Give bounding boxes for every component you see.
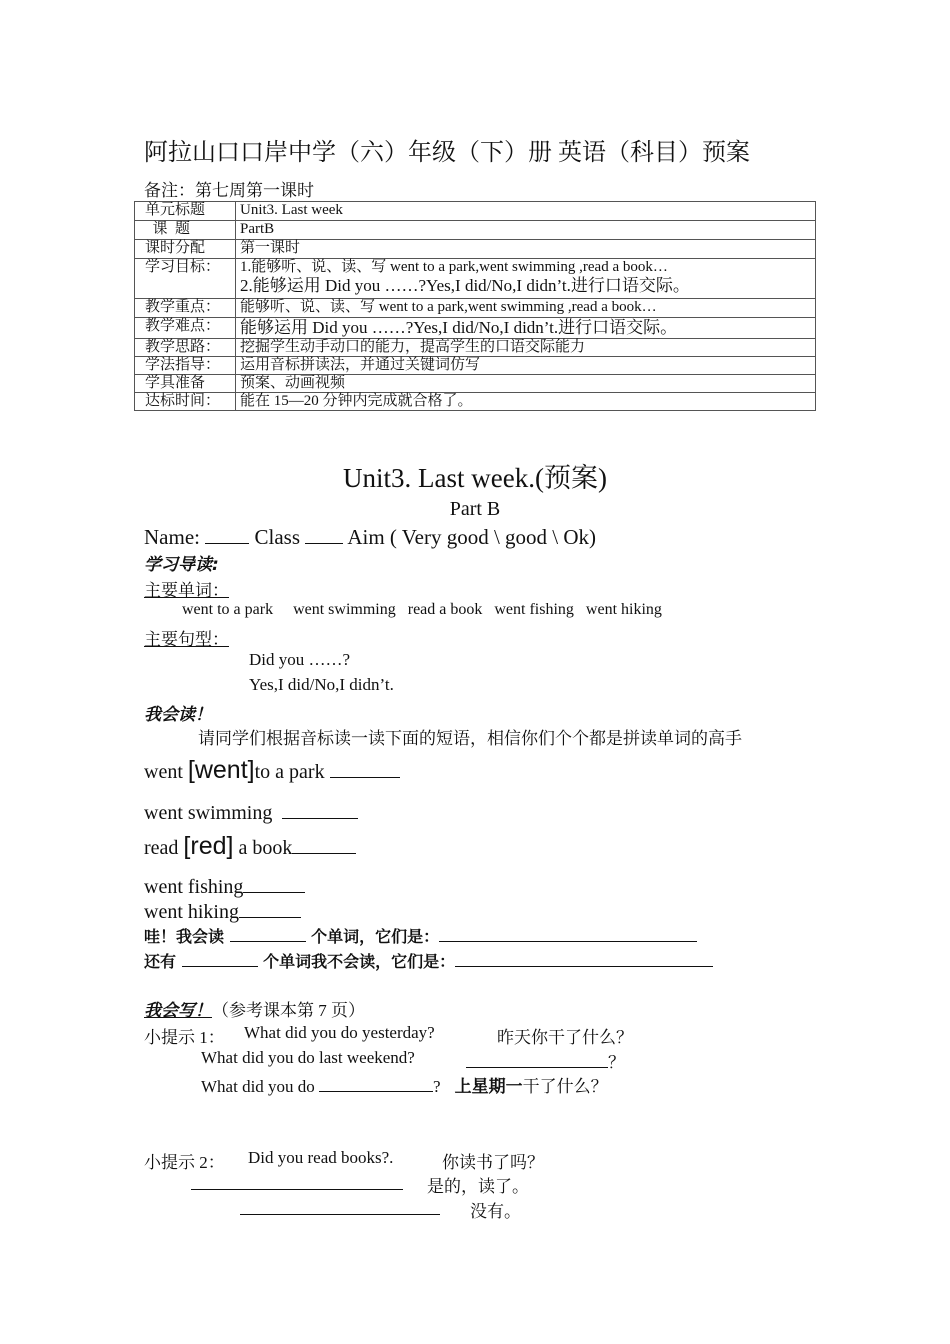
key-words: went to a park went swimming read a book went fishing went hiking	[182, 601, 662, 618]
row-value: Unit3. Last week	[236, 202, 816, 221]
class-label: Class	[249, 525, 306, 549]
hint1-label: 小提示 1：	[144, 1028, 225, 1047]
hint1-question-3	[201, 1072, 608, 1097]
sentence-answer: Yes,I did/No,I didn’t.	[249, 675, 394, 694]
worksheet-title: Unit3. Last week.(预案)	[343, 463, 607, 493]
row-value: PartB	[236, 221, 816, 240]
table-row	[135, 221, 816, 240]
read-instruction: 请同学们根据音标读一读下面的短语，相信你们个个都是拼读单词的高手	[198, 729, 742, 748]
row-label: 教学难点：	[135, 318, 236, 339]
difficulty-text: 能够运用 Did you ……?Yes,I did/No,I didn’t.进行口语交际。	[240, 318, 678, 337]
row-label: 学习目标：	[135, 259, 236, 299]
phonetic-red: [red]	[183, 832, 234, 860]
goal-line-1: 1.能够听、说、读、写 went to a park,went swimming ,read a book…	[240, 259, 668, 275]
table-row	[135, 299, 816, 318]
table-row	[135, 375, 816, 393]
translation-text: 干了什么？	[522, 1077, 608, 1096]
read-heading: 我会读！	[144, 705, 212, 725]
hint1-answer-2	[466, 1048, 625, 1073]
answer-blank[interactable]	[243, 872, 305, 893]
count-blank[interactable]	[182, 950, 258, 967]
table-row	[135, 393, 816, 411]
write-reference: （参考课本第 7 页）	[212, 1001, 365, 1020]
answer-blank[interactable]	[292, 833, 356, 854]
phrase-text: went	[144, 761, 188, 783]
hint1-question-2: What did you do last weekend?	[201, 1048, 415, 1067]
sentences-heading: 主要句型：	[144, 630, 229, 649]
table-row	[135, 357, 816, 375]
answer-blank[interactable]	[282, 798, 358, 819]
phrase-read-a-book	[144, 832, 356, 861]
page-title: 阿拉山口口岸中学（六）年级（下）册 英语（科目）预案	[144, 140, 750, 166]
class-blank[interactable]	[305, 522, 343, 544]
summary-can-read	[144, 924, 697, 947]
answer-blank[interactable]	[239, 897, 301, 918]
phrase-text: read	[144, 837, 184, 859]
phrase-text: went hiking	[144, 901, 239, 923]
hint2-no-line	[240, 1197, 440, 1220]
row-value	[236, 259, 816, 299]
table-row	[135, 240, 816, 259]
row-label: 课 题	[135, 221, 236, 240]
question-blank[interactable]	[319, 1074, 433, 1092]
hint2-question: Did you read books?.	[248, 1148, 394, 1167]
hint2-yes-translation: 是的，读了。	[427, 1177, 529, 1196]
part-label: Part B	[449, 498, 501, 520]
answer-blank[interactable]	[240, 1197, 440, 1215]
phrase-text: went fishing	[144, 876, 244, 898]
row-value: 运用音标拼读法，并通过关键词仿写	[236, 357, 816, 375]
phrase-went-swimming	[144, 798, 358, 825]
write-heading-line	[144, 996, 365, 1021]
phrase-went-hiking	[144, 897, 301, 924]
question-mark: ?	[433, 1077, 441, 1096]
answer-blank[interactable]	[191, 1172, 403, 1190]
row-label: 单元标题	[135, 202, 236, 221]
row-value: 第一课时	[236, 240, 816, 259]
row-label: 达标时间：	[135, 393, 236, 411]
row-label: 教学重点：	[135, 299, 236, 318]
name-class-line	[144, 522, 596, 550]
row-value: 挖掘学生动手动口的能力，提高学生的口语交际能力	[236, 339, 816, 357]
summary-text: 还有	[144, 952, 182, 971]
goal-line-2: 2.能够运用 Did you ……?Yes,I did/No,I didn’t.进行口语交际。	[240, 276, 690, 295]
hint2-label: 小提示 2：	[144, 1153, 225, 1172]
hint2-yes-line	[191, 1172, 403, 1195]
row-label: 教学思路：	[135, 339, 236, 357]
phrase-went-fishing	[144, 872, 305, 899]
row-value: 能在 15—20 分钟内完成就合格了。	[236, 393, 816, 411]
phrase-text: went swimming	[144, 802, 283, 824]
row-label: 学具准备	[135, 375, 236, 393]
count-blank[interactable]	[230, 925, 306, 942]
question-text: What did you do	[201, 1077, 320, 1096]
name-label: Name:	[144, 525, 206, 549]
words-blank[interactable]	[439, 925, 697, 942]
words-heading: 主要单词：	[144, 581, 229, 600]
summary-text: 个单词，它们是：	[305, 927, 440, 946]
sentence-question: Did you ……?	[249, 650, 351, 669]
answer-blank[interactable]	[330, 757, 400, 778]
row-value	[236, 318, 816, 339]
hint2-no-translation: 没有。	[470, 1202, 521, 1221]
translation-blank[interactable]	[466, 1050, 608, 1068]
summary-text: 个单词我不会读，它们是：	[257, 952, 456, 971]
hint2-translation: 你读书了吗？	[442, 1153, 544, 1172]
phrase-text: to a park	[254, 761, 330, 783]
note-line: 备注：第七周第一课时	[144, 181, 314, 200]
guide-heading: 学习导读:	[144, 555, 219, 575]
phrase-text: a book	[233, 837, 293, 859]
table-row	[135, 259, 816, 299]
summary-text: 哇！我会读	[144, 927, 230, 946]
bold-hint: 上星期一	[454, 1077, 523, 1096]
row-label: 课时分配	[135, 240, 236, 259]
row-label: 学法指导：	[135, 357, 236, 375]
info-table	[134, 201, 816, 411]
summary-cannot-read	[144, 949, 713, 972]
table-row	[135, 318, 816, 339]
name-blank[interactable]	[205, 522, 249, 544]
hint1-question: What did you do yesterday?	[244, 1023, 435, 1042]
words-blank[interactable]	[455, 950, 713, 967]
question-mark: ？	[608, 1053, 625, 1072]
hint1-translation: 昨天你干了什么？	[497, 1028, 633, 1047]
row-value: 能够听、说、读、写 went to a park,went swimming ,read a book…	[236, 299, 816, 318]
row-value: 预案、动画视频	[236, 375, 816, 393]
phonetic-went: [went]	[187, 756, 255, 784]
aim-label: Aim ( Very good \ good \ Ok)	[343, 525, 597, 549]
table-row	[135, 339, 816, 357]
phrase-went-to-a-park	[144, 756, 400, 785]
write-heading: 我会写！	[144, 1001, 212, 1021]
table-row	[135, 202, 816, 221]
